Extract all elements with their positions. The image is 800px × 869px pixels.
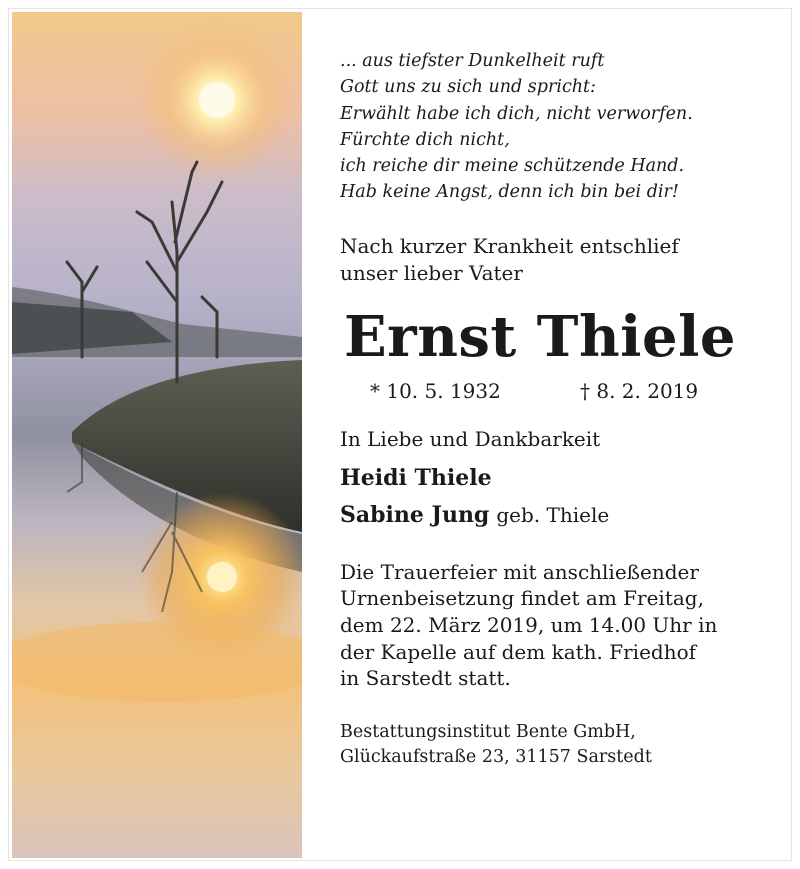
mourners [340,460,780,534]
intro-text [340,233,780,287]
poem-line: Gott uns zu sich und spricht: [340,77,596,98]
mourner-name: Heidi Thiele [340,464,492,491]
service-line: Urnenbeisetzung findet am Freitag, [340,586,704,611]
sunset-river-photo [12,12,302,858]
funeral-home [340,720,780,770]
poem-line: ... aus tiefster Dunkelheit ruft [340,51,605,71]
poem-line: Erwählt habe ich dich, nicht verworfen. [340,103,693,124]
maiden-name: geb. Thiele [496,502,610,527]
poem [340,48,780,206]
service-line: in Sarstedt statt. [340,666,511,691]
deceased-name: Ernst Thiele [344,303,736,370]
service-line: Die Trauerfeier mit anschließender [340,559,699,584]
poem-line: Hab keine Angst, denn ich bin bei dir! [340,182,679,203]
funeral-home-line: Glückaufstraße 23, 31157 Sarstedt [340,746,652,767]
intro-line: unser lieber Vater [340,260,523,285]
death-date: † 8. 2. 2019 [580,378,699,403]
gratitude-line: In Liebe und Dankbarkeit [340,426,601,451]
life-dates [340,378,780,404]
intro-line: Nach kurzer Krankheit entschlief [340,233,679,258]
service-line: dem 22. März 2019, um 14.00 Uhr in [340,612,718,637]
mourner [340,460,780,497]
service-line: der Kapelle auf dem kath. Friedhof [340,639,697,664]
notice-text [340,48,780,770]
funeral-home-line: Bestattungsinstitut Bente GmbH, [340,721,636,742]
service-info [340,559,780,692]
poem-line: Fürchte dich nicht, [340,129,510,150]
mourner-name: Sabine Jung [340,501,490,528]
birth-date: * 10. 5. 1932 [370,378,501,403]
mourner [340,497,780,534]
poem-line: ich reiche dir meine schützende Hand. [340,156,685,177]
